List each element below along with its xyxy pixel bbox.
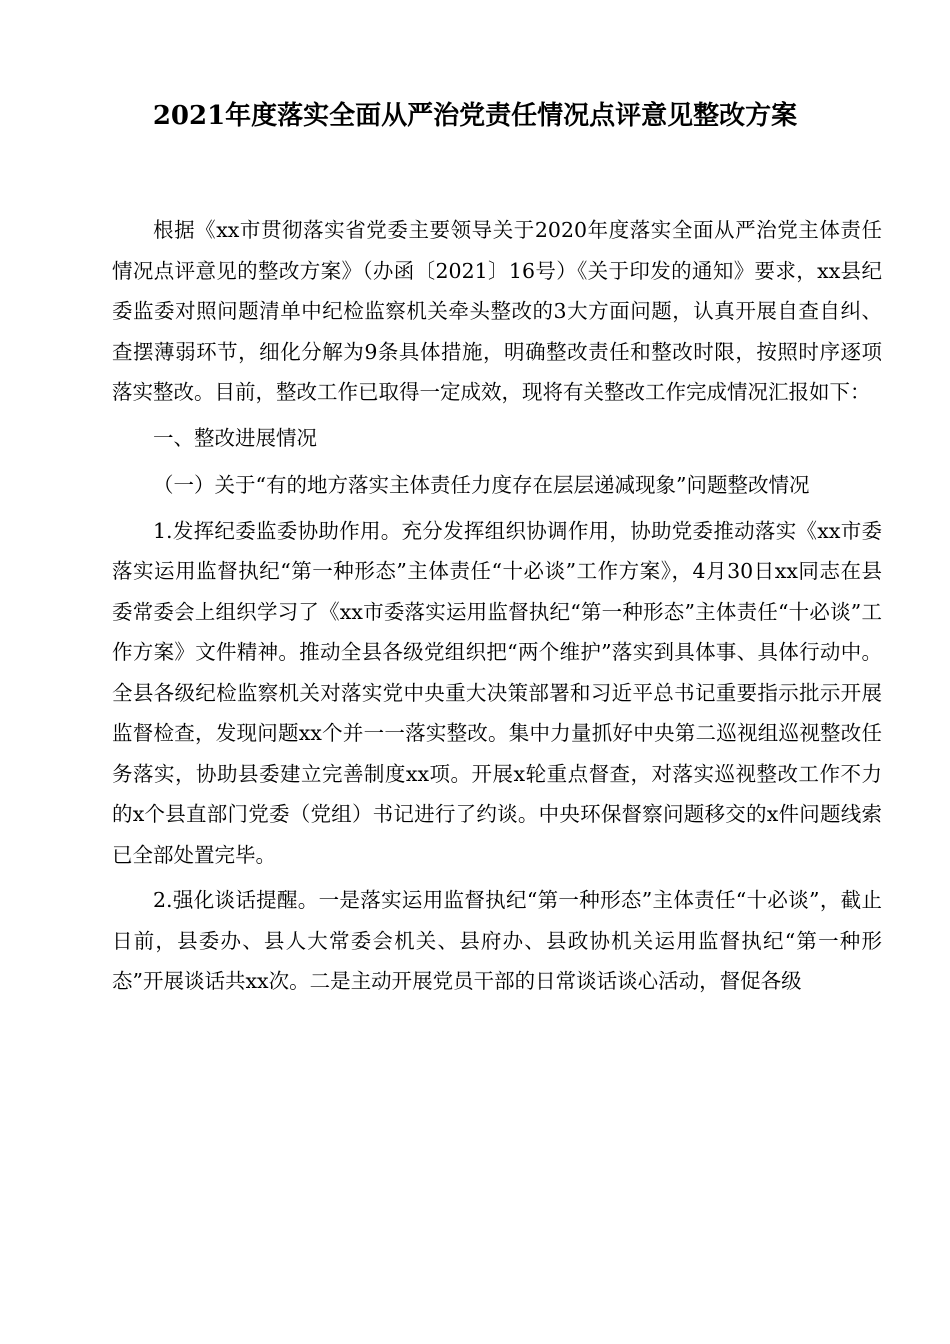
- section-heading: 一、整改进展情况: [153, 425, 317, 450]
- item-paragraph-2: 2.强化谈话提醒。一是落实运用监督执纪“第一种形态”主体责任“十必谈”，截止日前，县委办、县人大常委会机关、县府办、县政协机关运用监督执纪“第一种形态”开展谈话共xx次。二是主动开展党员干部的日常谈话谈心活动，督促各级: [112, 888, 882, 993]
- document-body: [112, 210, 882, 1002]
- intro-paragraph: 根据《xx市贯彻落实省党委主要领导关于2020年度落实全面从严治党主体责任情况点评意见的整改方案》（办函〔2021〕16号）《关于印发的通知》要求，xx县纪委监委对照问题清单中纪检监察机关牵头整改的3大方面问题，认真开展自查自纠、查摆薄弱环节，细化分解为9条具体措施，明确整改责任和整改时限，按照时序逐项落实整改。目前，整改工作已取得一定成效，现将有关整改工作完成情况汇报如下：: [112, 218, 882, 404]
- document-title: 2021年度落实全面从严治党责任情况点评意见整改方案: [152, 101, 798, 131]
- item-paragraph-1: 1.发挥纪委监委协助作用。充分发挥组织协调作用，协助党委推动落实《xx市委落实运用监督执纪“第一种形态”主体责任“十必谈”工作方案》，4月30日xx同志在县委常委会上组织学习了《xx市委落实运用监督执纪“第一种形态”主体责任“十必谈”工作方案》文件精神。推动全县各级党组织把“两个维护”落实到具体事、具体行动中。全县各级纪检监察机关对落实党中央重大决策部署和习近平总书记重要指示批示开展监督检查，发现问题xx个并一一落实整改。集中力量抓好中央第二巡视组巡视整改任务落实，协助县委建立完善制度xx项。开展x轮重点督查，对落实巡视整改工作不力的x个县直部门党委（党组）书记进行了约谈。中央环保督察问题移交的x件问题线索已全部处置完毕。: [112, 518, 882, 867]
- subsection-heading: （一）关于“有的地方落实主体责任力度存在层层递减现象”问题整改情况: [153, 473, 810, 497]
